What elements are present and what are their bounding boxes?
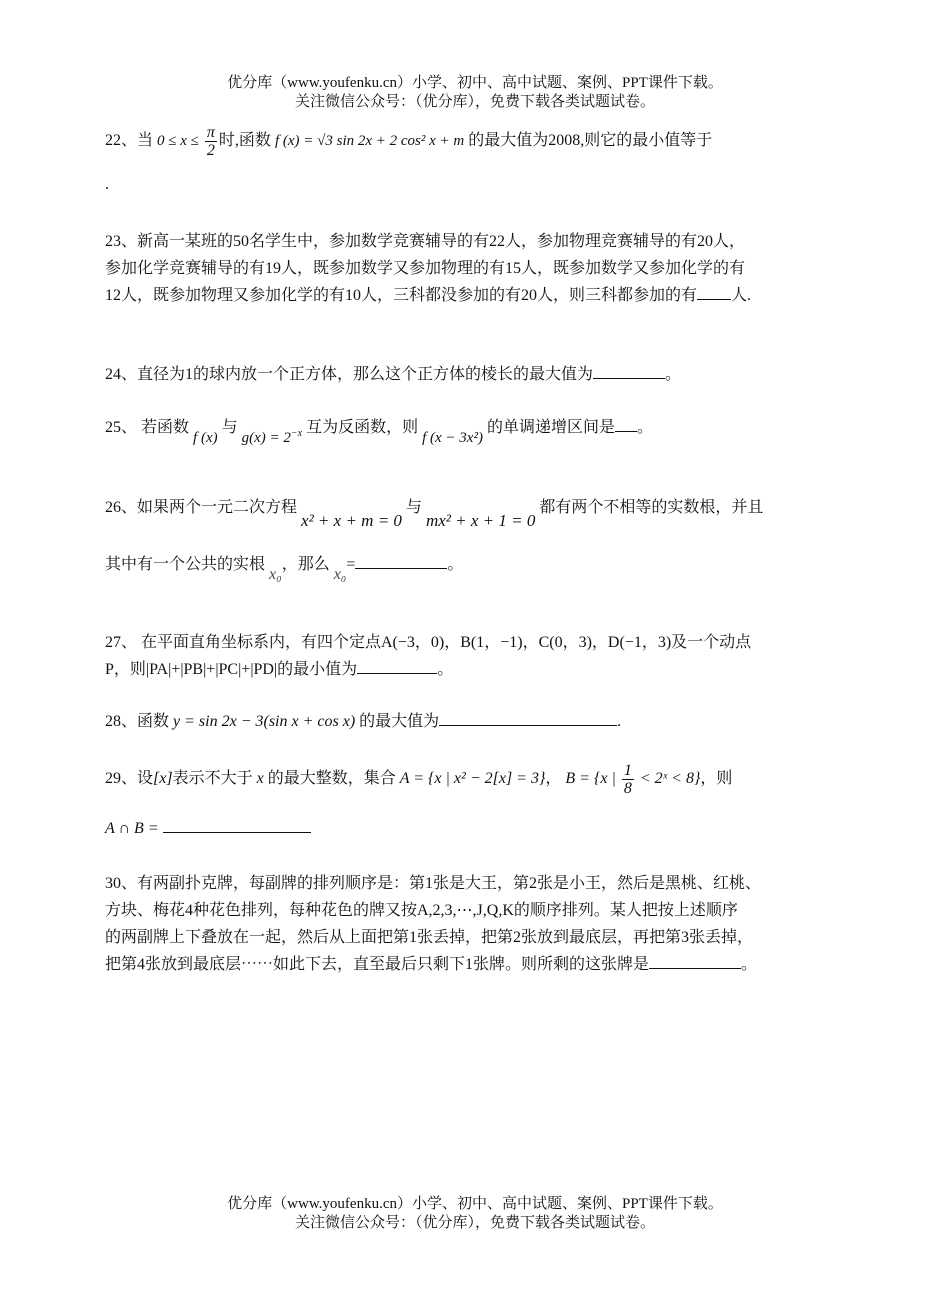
q23-line-3: [105, 282, 751, 305]
q25-f: f (x): [193, 430, 218, 446]
q25-text-2: 与: [221, 419, 238, 436]
q29-text-3: 的最大整数，集合: [267, 770, 396, 788]
q30-line-1: 30、有两副扑克牌，每副牌的排列顺序是：第1张是大王，第2张是小王，然后是黑桃、红桃、: [105, 875, 762, 892]
question-26: [105, 494, 763, 530]
q25-number: 25、: [105, 419, 138, 436]
q26-equals: =: [346, 556, 356, 573]
q26-line-2-text: 其中有一个公共的实根: [105, 556, 266, 573]
q26-line-2: [105, 551, 464, 583]
q28-text-1: 函数: [137, 713, 170, 730]
q26-line-2-then: ，那么: [281, 556, 330, 573]
q29-text-1: 设: [137, 770, 154, 788]
q25-g-base: g(x) = 2: [241, 430, 291, 446]
q22-condition: 0 ≤ x ≤: [157, 133, 199, 150]
question-25: [105, 414, 653, 450]
q23-line-3-end: 人.: [731, 287, 752, 304]
q24-answer-blank[interactable]: [593, 364, 665, 379]
q24-text: 24、直径为1的球内放一个正方体，那么这个正方体的棱长的最大值为: [105, 366, 594, 383]
q29-x: x: [256, 770, 264, 788]
q29-text-4: ，则: [700, 770, 733, 788]
q23-answer-blank[interactable]: [697, 285, 731, 300]
q25-end: 。: [636, 419, 653, 436]
q22-fraction: [205, 124, 217, 159]
footer-line-2: 关注微信公众号：（优分库），免费下载各类试题试卷。: [294, 1215, 655, 1231]
q29-one: 1: [623, 762, 632, 779]
q22-pi: π: [206, 124, 215, 141]
q27-end: 。: [437, 661, 454, 678]
q24-end: 。: [665, 366, 682, 383]
q25-composite: f (x − 3x²): [422, 430, 483, 446]
q25-text-3: 互为反函数，则: [306, 419, 419, 436]
q23-line-3-text: 12人，既参加物理又参加化学的有10人，三科都没参加的有20人，则三科都参加的有: [105, 287, 698, 304]
q29-set-b-start: B = {x |: [565, 770, 616, 788]
q22-text-2: 时,函数: [218, 132, 271, 150]
q28-number: 28、: [105, 713, 138, 730]
q30-line-2: 方块、梅花4种花色排列，每种花色的牌又按A,2,3,⋯,J,Q,K的顺序排列。某人把按上述顺序: [105, 902, 738, 919]
page-header: [0, 74, 950, 112]
question-24: [105, 361, 681, 384]
q29-set-a: A = {x | x² − 2[x] = 3}: [399, 770, 546, 788]
q29-set-b-end: < 2ˣ < 8}: [639, 770, 701, 788]
q22-number: 22、: [105, 132, 138, 150]
q29-text-2: 表示不大于: [172, 770, 253, 788]
question-29: [105, 762, 732, 810]
q26-equation-1: x² + x + m = 0: [301, 511, 402, 530]
q22-text-3: 的最大值为2008,则它的最小值等于: [468, 132, 713, 150]
q26-text-2: 与: [405, 499, 422, 516]
q28-answer-blank[interactable]: [439, 711, 617, 726]
q22-function: f (x) = √3 sin 2x + 2 cos² x + m: [274, 133, 465, 150]
q30-line-3: 的两副牌上下叠放在一起，然后从上面把第1张丢掉，把第2张放到最底层，再把第3张丢掉，: [105, 929, 754, 946]
footer-line-1: 优分库（www.youfenku.cn）小学、初中、高中试题、案例、PPT课件下载。: [227, 1196, 723, 1212]
q29-answer-blank[interactable]: [163, 818, 311, 833]
q29-intersection: A ∩ B =: [105, 820, 159, 837]
page-footer: [0, 1195, 950, 1233]
q30-line-4-text: 把第4张放到最底层⋯⋯如此下去，直至最后只剩下1张牌。则所剩的这张牌是: [105, 956, 650, 973]
header-line-2: 关注微信公众号：（优分库），免费下载各类试题试卷。: [294, 94, 655, 110]
q26-text-3: 都有两个不相等的实数根，并且: [539, 499, 764, 516]
q27-line-2: [105, 656, 453, 679]
q26-x0-first: x₀: [269, 566, 282, 583]
header-line-1: 优分库（www.youfenku.cn）小学、初中、高中试题、案例、PPT课件下载。: [227, 75, 723, 91]
q26-end: 。: [447, 556, 464, 573]
q30-end: 。: [741, 956, 758, 973]
q23-line-1: 23、新高一某班的50名学生中，参加数学竞赛辅导的有22人，参加物理竞赛辅导的有20人，: [105, 233, 746, 250]
q28-end: .: [617, 713, 622, 730]
q29-fraction: [622, 762, 634, 797]
q25-text-1: 若函数: [141, 419, 190, 436]
q26-text-1: 如果两个一元二次方程: [137, 499, 298, 516]
q29-floor-x: [x]: [153, 770, 173, 788]
q28-function: y = sin 2x − 3(sin x + cos x): [173, 713, 356, 730]
q27-line-2-text: P，则|PA|+|PB|+|PC|+|PD|的最小值为: [105, 661, 358, 678]
q25-g: [242, 430, 302, 446]
q29-number: 29、: [105, 770, 138, 788]
q22-text-1: 当: [137, 132, 154, 150]
q28-text-2: 的最大值为: [359, 713, 440, 730]
q25-text-4: 的单调递增区间是: [486, 419, 615, 436]
q29-comma: ，: [545, 770, 562, 788]
question-22: [105, 124, 712, 168]
q26-equation-2: mx² + x + 1 = 0: [425, 511, 536, 530]
q25-answer-blank[interactable]: [615, 417, 637, 432]
q23-line-2: 参加化学竞赛辅导的有19人，既参加数学又参加物理的有15人，既参加数学又参加化学的有: [105, 260, 746, 277]
q26-x0-second: x₀: [333, 566, 347, 583]
q29-line-2: [105, 818, 311, 838]
q30-answer-blank[interactable]: [649, 954, 741, 969]
q26-number: 26、: [105, 499, 138, 516]
q30-line-4: [105, 951, 757, 974]
q25-g-exponent: −x: [290, 428, 303, 439]
question-28: [105, 708, 621, 731]
q27-line-1: 27、 在平面直角坐标系内，有四个定点A(−3，0)，B(1，−1)，C(0，3)，D(−1，3)及一个动点: [105, 634, 752, 651]
q27-answer-blank[interactable]: [357, 659, 437, 674]
q26-answer-blank[interactable]: [355, 554, 447, 569]
q29-eight: 8: [623, 780, 632, 797]
q22-end: .: [105, 176, 109, 193]
q22-two: 2: [206, 142, 215, 159]
